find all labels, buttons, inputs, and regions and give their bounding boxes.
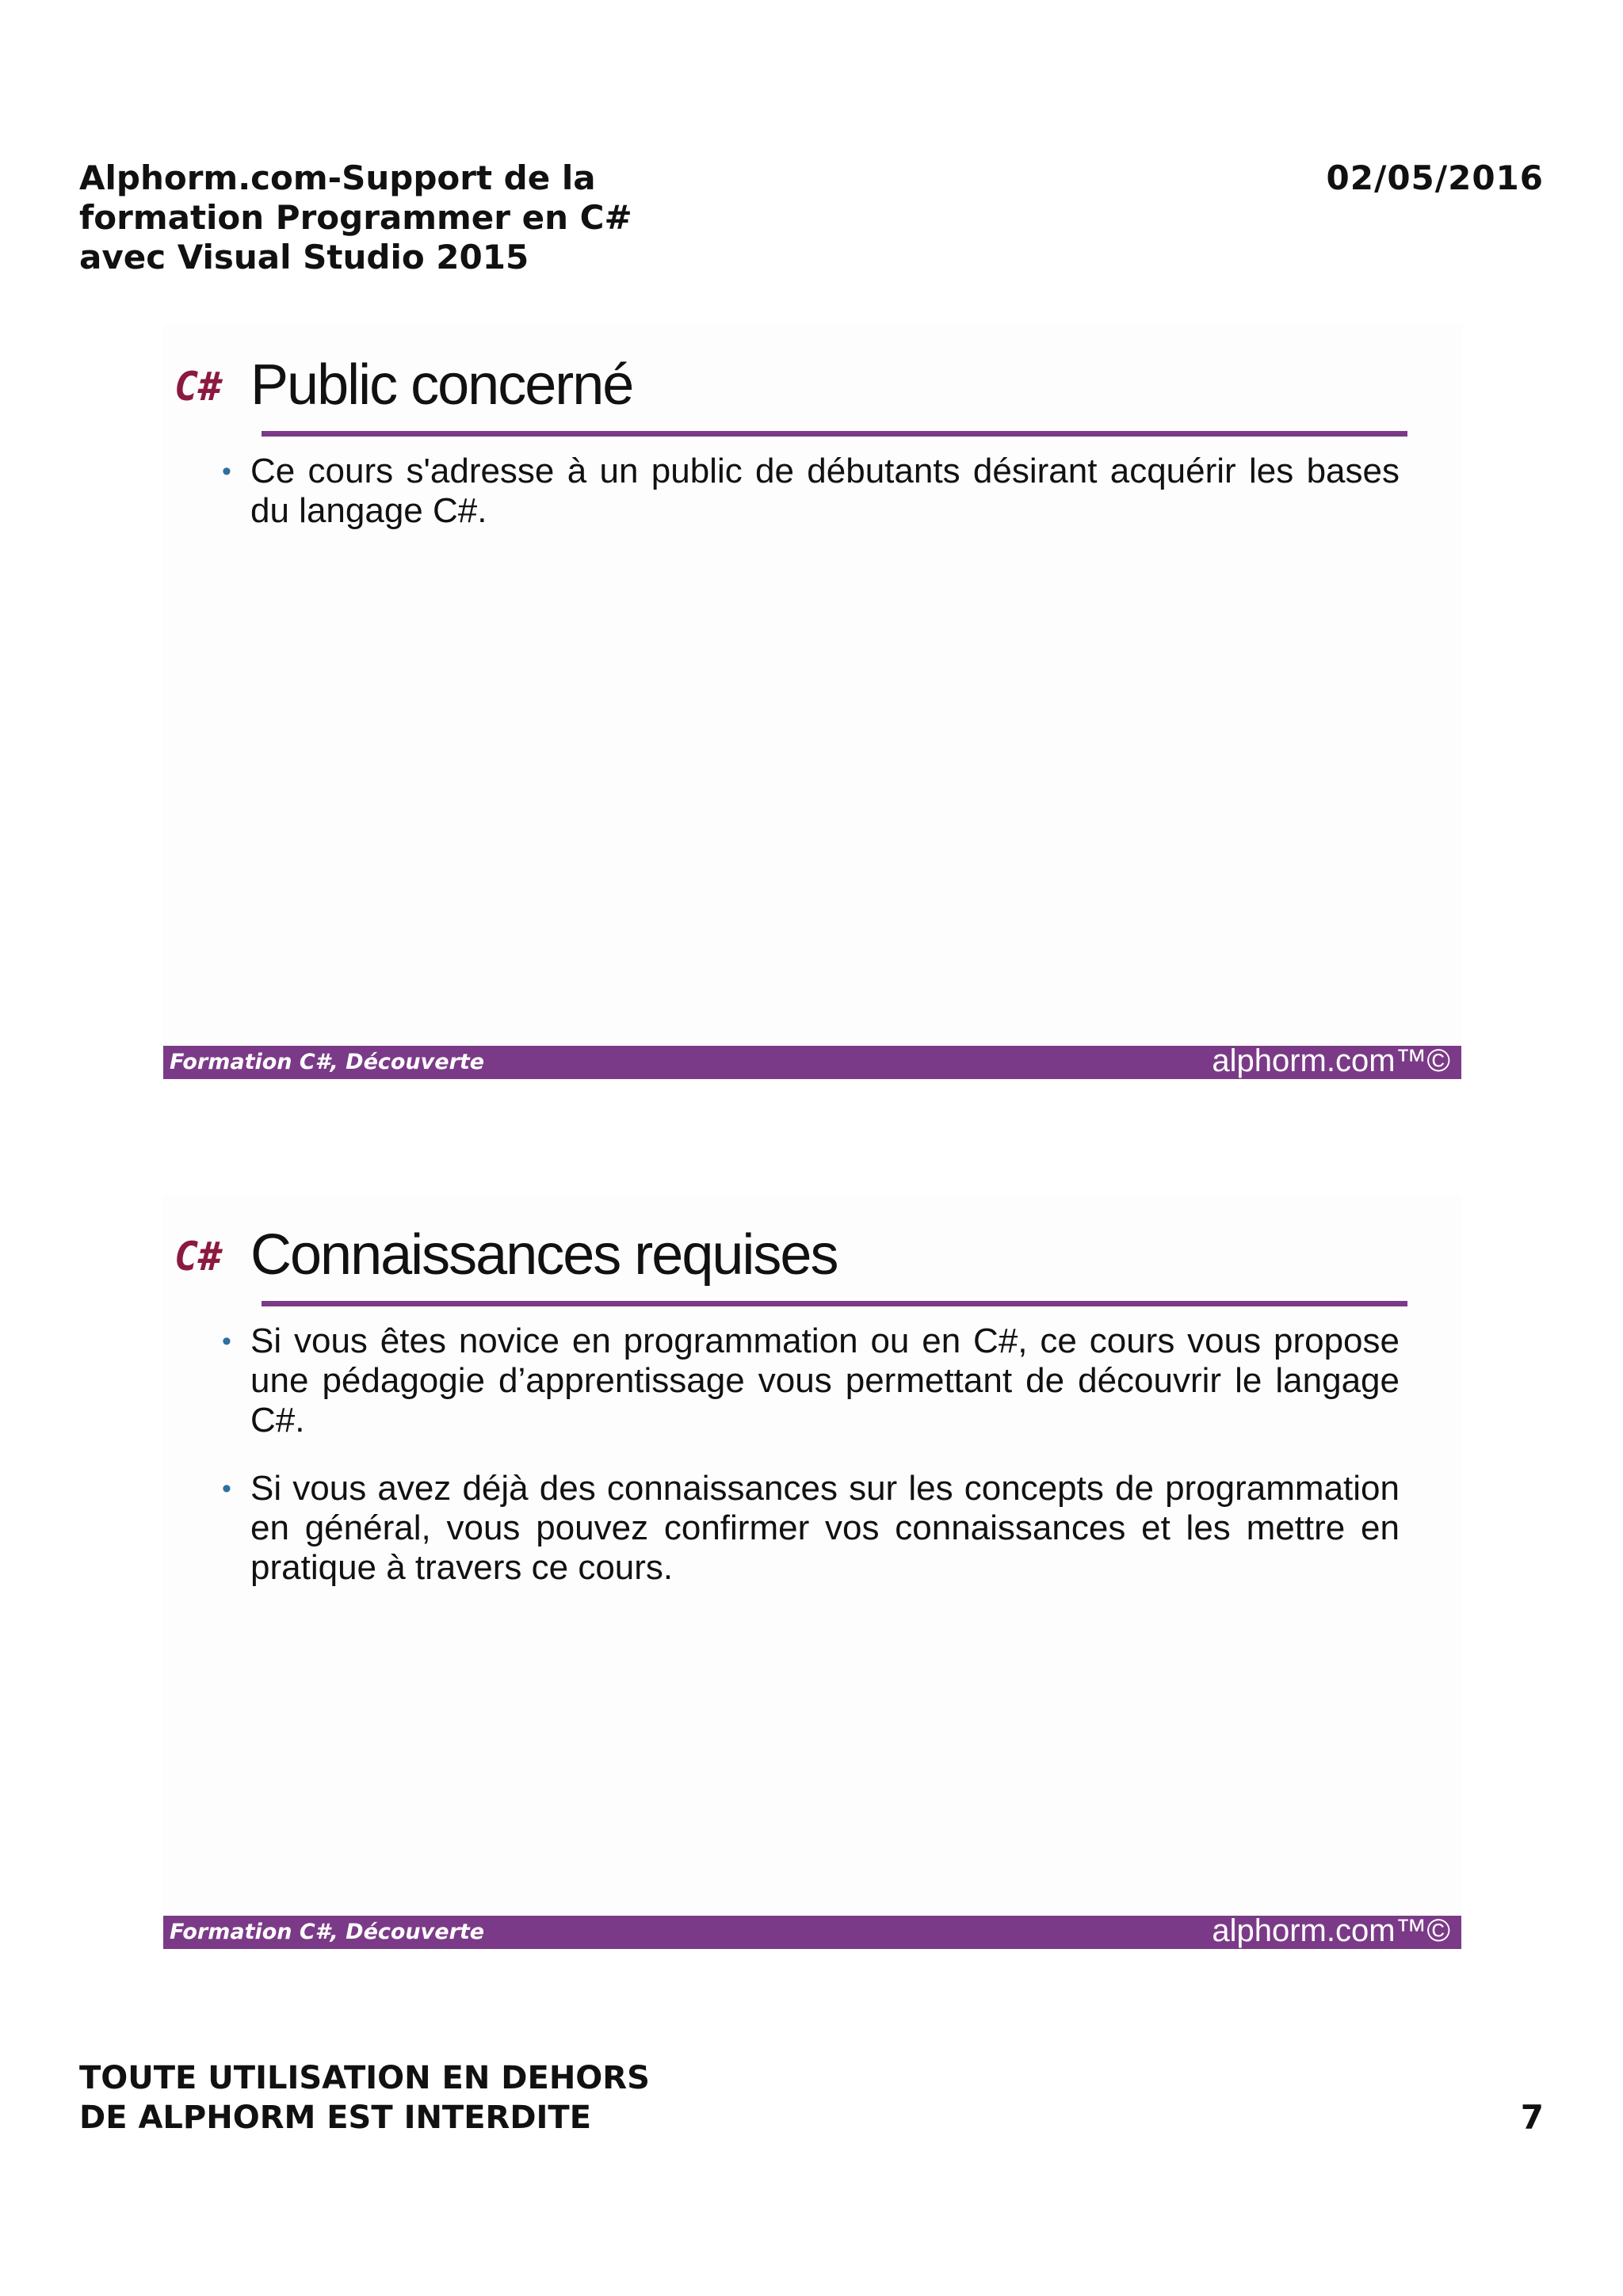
bullet-text: Ce cours s'adresse à un public de débutants désirant acquérir les bases du langage C#. <box>250 452 1400 530</box>
page-number: 7 <box>1520 2098 1544 2137</box>
title-underline <box>262 431 1407 437</box>
page-header-title <box>79 158 682 277</box>
bullet-dot-icon: • <box>222 456 231 486</box>
footer-notice-line: TOUTE UTILISATION EN DEHORS <box>79 2060 650 2096</box>
slide-title: Connaissances requises <box>250 1223 838 1287</box>
bullet-item <box>222 1469 1400 1588</box>
bullet-text: Si vous êtes novice en programmation ou en C#, ce cours vous propose une pédagogie d’apprentissage vous permettant de découvrir le langage C#. <box>250 1322 1400 1440</box>
bullet-text: Si vous avez déjà des connaissances sur les concepts de programmation en général, vous pouvez confirmer vos connaissances et les mettre en pratique à travers ce cours. <box>250 1469 1400 1587</box>
slide-footer-bar <box>163 1043 1461 1079</box>
page-footer-notice <box>79 2058 872 2138</box>
slide-title: Public concerné <box>250 353 633 417</box>
header-title-line: avec Visual Studio 2015 <box>79 238 529 277</box>
slide-connaissances-requises <box>163 1195 1461 1949</box>
slide-footer-brand: alphorm.com™© <box>1212 1043 1450 1078</box>
bullet-dot-icon: • <box>222 1474 231 1504</box>
title-underline <box>262 1301 1407 1306</box>
header-title-line: formation Programmer en C# <box>79 198 632 237</box>
slide-footer-course: Formation C#, Découverte <box>170 1050 485 1074</box>
slide-footer-bar <box>163 1913 1461 1949</box>
bullet-item <box>222 1322 1400 1440</box>
bullet-item <box>222 452 1400 531</box>
bullet-list <box>222 452 1400 559</box>
slide-footer-brand: alphorm.com™© <box>1212 1913 1450 1948</box>
slide-footer-course: Formation C#, Découverte <box>170 1920 485 1944</box>
slide-title-row <box>174 345 1442 417</box>
slide-title-row <box>174 1215 1442 1287</box>
csharp-logo-icon: C# <box>174 364 223 410</box>
bullet-list <box>222 1322 1400 1616</box>
header-title-line: Alphorm.com-Support de la <box>79 158 596 197</box>
bullet-dot-icon: • <box>222 1326 231 1356</box>
csharp-logo-icon: C# <box>174 1234 223 1280</box>
slide-public-concerne <box>163 325 1461 1079</box>
footer-notice-line: DE ALPHORM EST INTERDITE <box>79 2100 592 2136</box>
page-date: 02/05/2016 <box>1326 158 1544 197</box>
